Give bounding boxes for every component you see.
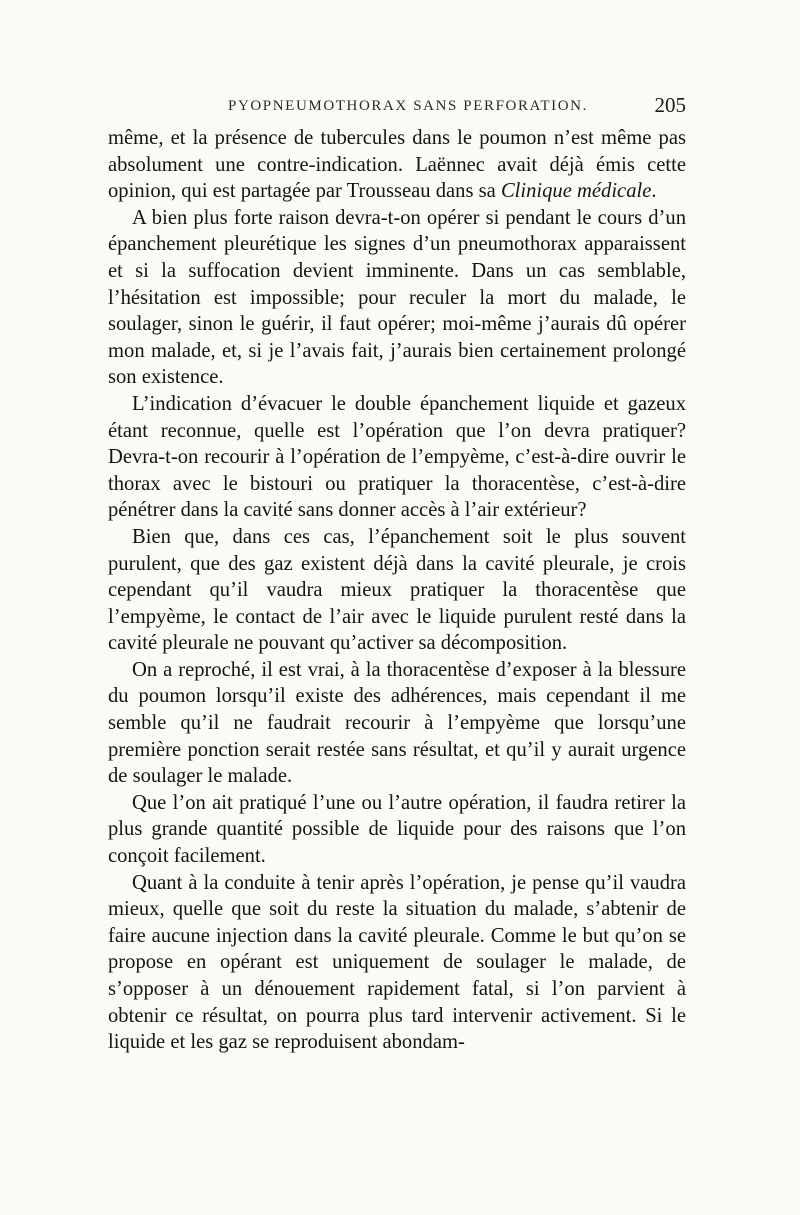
paragraph-1: [108, 125, 686, 205]
paragraph-1-text: même, et la présence de tubercules dans le poumon n’est même pas absolument une contre-indication. Laënnec avait déjà émis cette opinion, qui est partagée par Trousseau dans sa: [108, 127, 686, 203]
book-title: Clinique médicale: [500, 180, 652, 203]
paragraph-1-tail: .: [651, 180, 657, 203]
paragraph-2: A bien plus forte raison devra-t-on opérer si pendant le cours d’un épanchement pleurétique les signes d’un pneumothorax apparaissent et si la suffocation devient imminente. Dans un cas semblable, l’hésitation est impossible; pour reculer la mort du malade, le soulager, sinon le guérir, il faut opérer; moi-même j’aurais dû opérer mon malade, et, si je l’avais fait, j’aurais bien certainement prolongé son existence.: [108, 206, 686, 389]
body-text: [108, 125, 686, 1056]
paragraph-6: Que l’on ait pratiqué l’une ou l’autre opération, il faudra retirer la plus grande quantité possible de liquide pour des raisons que l’on conçoit facilement.: [108, 791, 686, 868]
running-head: PYOPNEUMOTHORAX SANS PERFORATION.: [228, 98, 588, 114]
page-number: 205: [654, 93, 686, 117]
paragraph-4: Bien que, dans ces cas, l’épanchement soit le plus souvent purulent, que des gaz existent déjà dans la cavité pleurale, je crois cependant qu’il vaudra mieux pratiquer la thoracentèse que l’empyème, le contact de l’air avec le liquide purulent resté dans la cavité pleurale ne pouvant qu’activer sa décomposition.: [108, 525, 686, 655]
paragraph-7: Quant à la conduite à tenir après l’opération, je pense qu’il vaudra mieux, quelle que soit du reste la situation du malade, s’abtenir de faire aucune injection dans la cavité pleurale. Comme le but qu’on se propose en opérant est uniquement de soulager le malade, de s’opposer à un dénouement rapidement fatal, si l’on parvient à obtenir ce résultat, on pourra plus tard intervenir activement. Si le liquide et les gaz se reproduisent abondam-: [108, 871, 686, 1054]
paragraph-5: On a reproché, il est vrai, à la thoracentèse d’exposer à la blessure du poumon lorsqu’il existe des adhérences, mais cependant il me semble qu’il ne faudrait recourir à l’empyème que lorsqu’une première ponction serait restée sans résultat, et qu’il y aurait urgence de soulager le malade.: [108, 658, 686, 788]
paragraph-3: L’indication d’évacuer le double épanchement liquide et gazeux étant reconnue, quelle est l’opération que l’on devra pratiquer? Devra-t-on recourir à l’opération de l’empyème, c’est-à-dire ouvrir le thorax avec le bistouri ou pratiquer la thoracentèse, c’est-à-dire pénétrer dans la cavité sans donner accès à l’air extérieur?: [108, 392, 686, 522]
page-header: [108, 93, 686, 122]
